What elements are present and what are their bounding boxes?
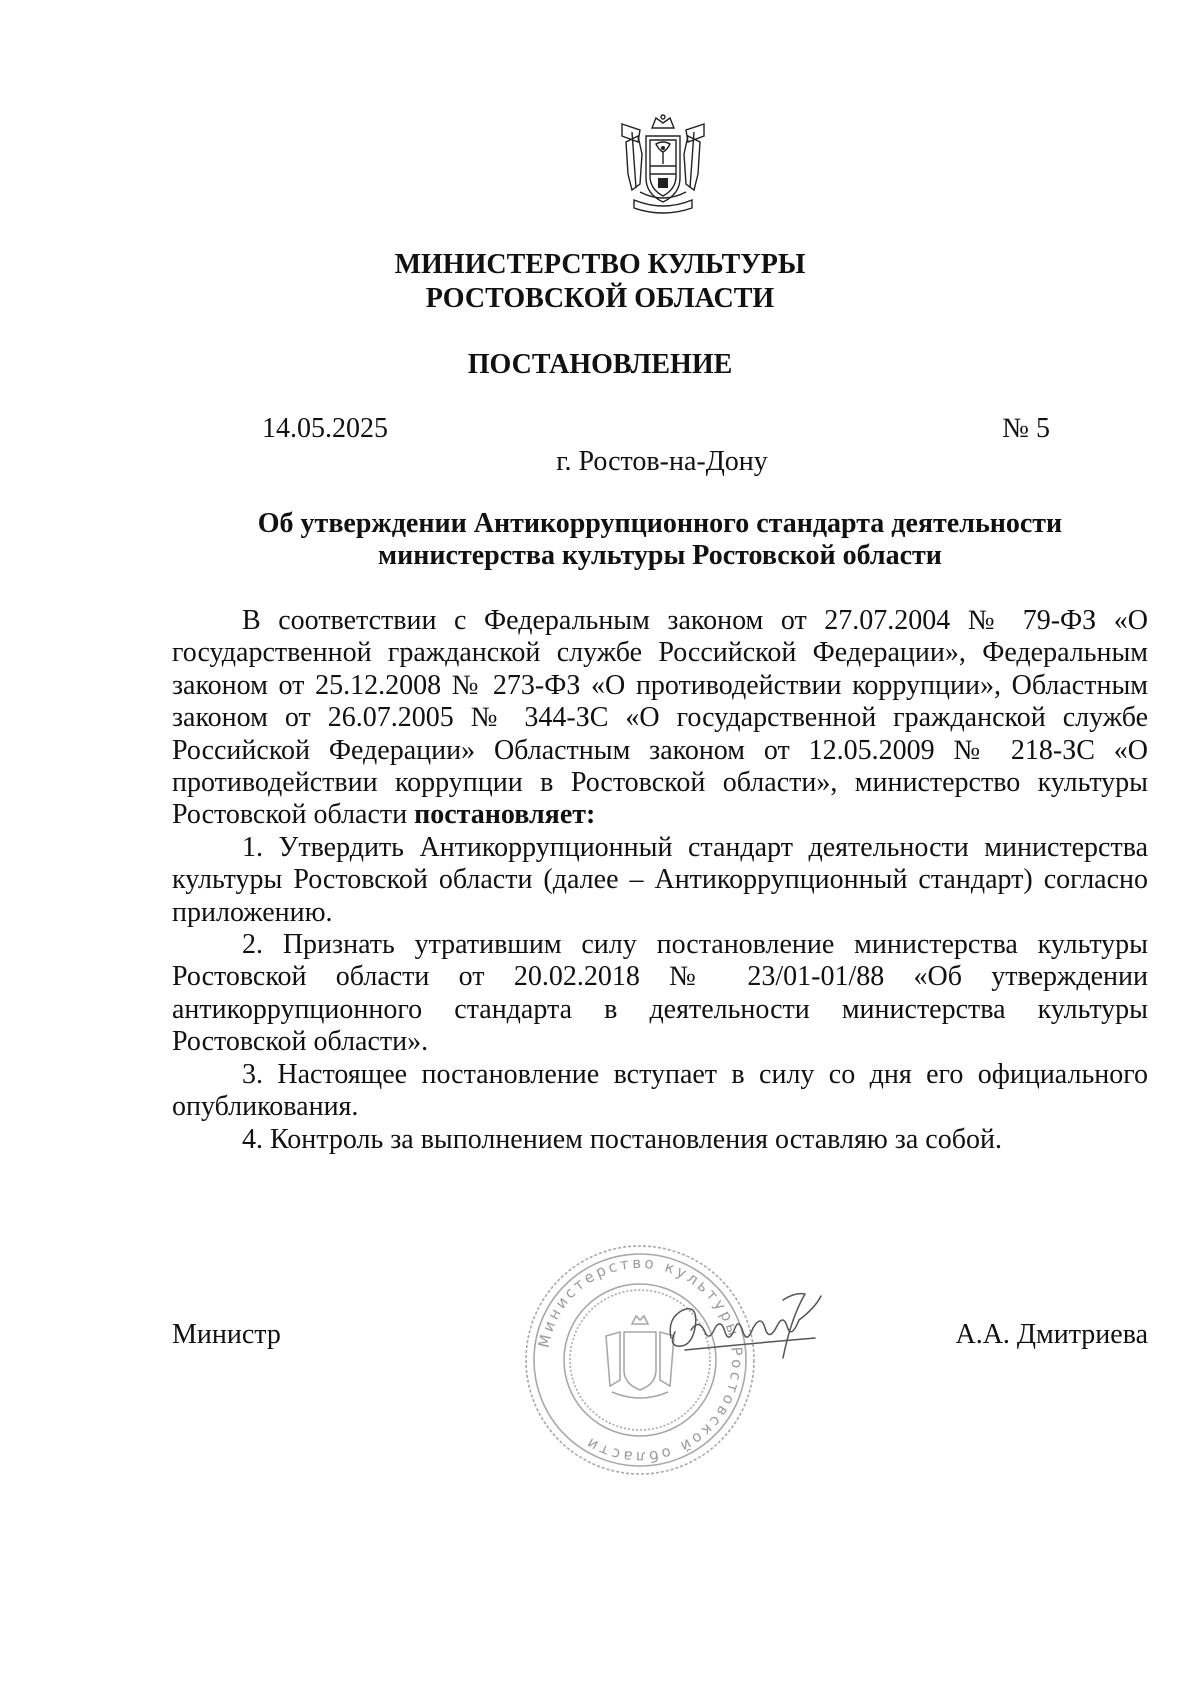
document-city: г. Ростов-на-Дону [556, 446, 768, 477]
coat-of-arms-emblem [618, 114, 708, 216]
item-4-paragraph: 4. Контроль за выполнением постановления оставляю за собой. [242, 1123, 1002, 1155]
document-title [170, 508, 1150, 572]
document-type: ПОСТАНОВЛЕНИЕ [467, 349, 733, 380]
signatory-name: А.А. Дмитриева [955, 1319, 1148, 1350]
document-body [172, 605, 1148, 1156]
preamble-paragraph [172, 605, 1148, 832]
organization-line-2: РОСТОВСКОЙ ОБЛАСТИ [425, 283, 775, 314]
handwritten-signature [665, 1288, 825, 1366]
preamble-bold-verb: постановляет: [414, 799, 596, 831]
preamble-text: В соответствии с Федеральным законом от 27.07.2004 № 79-ФЗ «О государственной гражданской службе Российской Федерации», Федеральным законом от 25.12.2008 № 273-ФЗ «О противодействии коррупции», Областным законом от 26.07.2005 № 344-ЗС «О государственной гражданской службе Российской Федерации» Областным законом от 12.05.2009 № 218-ЗС «О противодействии коррупции в Ростовской области», министерство культуры Ростовской области [172, 605, 1148, 831]
title-line-2: министерства культуры Ростовской области [378, 540, 942, 571]
item-1-paragraph: 1. Утвердить Антикоррупционный стандарт деятельности министерства культуры Ростовской области (далее – Антикоррупционный стандарт) согласно приложению. [172, 831, 1148, 928]
title-line-1: Об утверждении Антикоррупционного стандарта деятельности [257, 508, 1063, 539]
signatory-position: Министр [172, 1319, 281, 1350]
organization-line-1: МИНИСТЕРСТВО КУЛЬТУРЫ [394, 249, 806, 280]
item-3-paragraph: 3. Настоящее постановление вступает в силу со дня его официального опубликования. [172, 1058, 1148, 1123]
organization-name [0, 248, 1200, 316]
document-number: № 5 [1002, 413, 1050, 444]
document-date: 14.05.2025 [262, 413, 388, 444]
stamp-ring-text: Министерство культуры Ростовской области [534, 1253, 747, 1467]
item-2-paragraph: 2. Признать утратившим силу постановление министерства культуры Ростовской области от 20.02.2018 № 23/01-01/88 «Об утверждении антикоррупционного стандарта в деятельности министерства культуры Ростовской области». [172, 929, 1148, 1058]
